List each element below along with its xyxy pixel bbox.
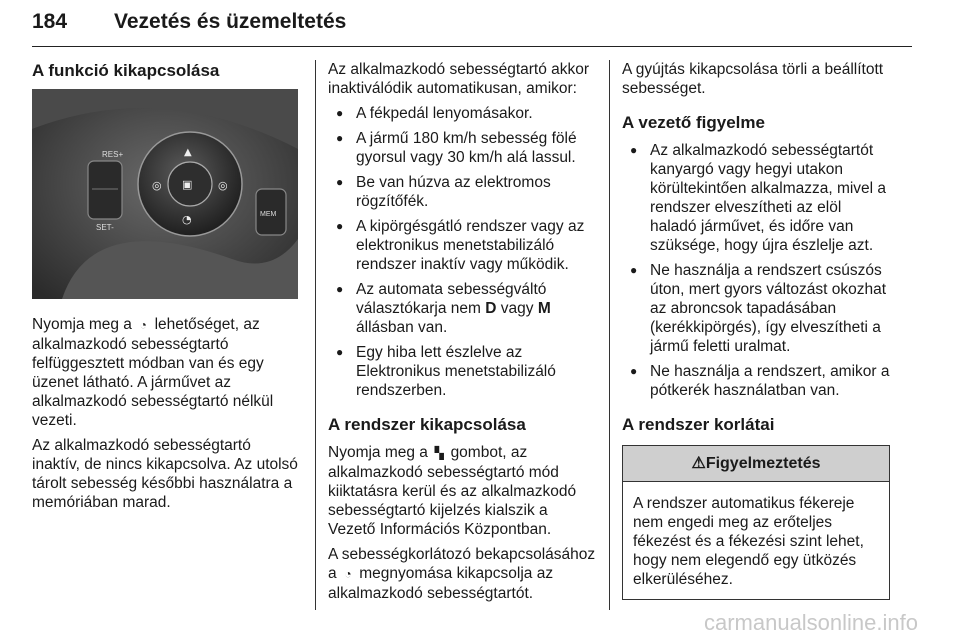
set-label: SET- [96, 223, 114, 232]
section-heading-system-limits: A rendszer korlátai [622, 415, 775, 434]
steering-wheel-illustration [32, 89, 298, 299]
svg-text:▲: ▲ [184, 147, 192, 158]
page-title: Vezetés és üzemeltetés [114, 10, 347, 33]
column-2 [328, 60, 596, 609]
warning-triangle-icon: ⚠ [691, 455, 706, 472]
list-item: ● A kipörgésgátló rendszer vagy az elektronikus menetstabilizáló rendszer inaktív vagy működik. [328, 217, 596, 274]
steering-wheel-controls-figure [32, 89, 298, 299]
list-item: ● Ne használja a rendszert csúszós úton, mert gyors változást okozhat az abroncsok tapadásában (kerékkipörgés), így elveszítheti a jármű feletti uralmat. [622, 261, 890, 356]
svg-text:◎: ◎ [152, 179, 162, 192]
list-item: ● A jármű 180 km/h sebesség fölé gyorsul vagy 30 km/h alá lassul. [328, 129, 596, 167]
svg-text:◔: ◔ [182, 213, 192, 226]
list-item: ● Egy hiba lett észlelve az Elektronikus menetstabilizáló rendszerben. [328, 343, 596, 400]
list-item: ● A fékpedál lenyomásakor. [328, 104, 596, 123]
paragraph-press-pause: Nyomja meg a ◔ lehetőséget, az alkalmazkodó sebességtartó felfüggesztett módban van és egy üzenet látható. A járművet az alkalmazkodó sebességtartó nélkül vezeti. [32, 316, 274, 429]
paragraph-speed-limiter: A sebességkorlátozó bekapcsolásához a ◔ megnyomása kikapcsolja az alkalmazkodó sebességtartót. [328, 546, 596, 602]
section-heading-driver-attention: A vezető figyelme [622, 113, 765, 132]
list-item: ● Az automata sebességváltó választókarja nem D vagy M állásban van. [328, 280, 596, 337]
paragraph-inactive-memory: Az alkalmazkodó sebességtartó inaktív, de nincs kikapcsolva. Az utolsó tárolt sebesség későbbi használatra a memóriában marad. [32, 437, 298, 511]
cruise-pause-icon: ◔ [139, 318, 147, 332]
list-item: ● Be van húzva az elektromos rögzítőfék. [328, 173, 596, 211]
warning-text: A rendszer automatikus fékereje nem engedi meg az erőteljes fékezést és a fékezési szint lehet, hogy nem elegendő egy ütközés elkerüléséhez. [633, 495, 864, 588]
paragraph-press-off: Nyomja meg a ▚ gombot, az alkalmazkodó sebességtartó mód kiiktatásra kerül és az alkalmazkodó sebességtartó kijelzés kialszik a Vezető Információs Központban. [328, 444, 577, 538]
res-label: RES+ [102, 150, 124, 159]
section-heading-function-off: A funkció kikapcsolása [32, 61, 220, 80]
warning-box [622, 445, 890, 600]
driver-attention-list [622, 141, 890, 400]
paragraph-auto-deactivate: Az alkalmazkodó sebességtartó akkor inaktiválódik automatikusan, amikor: [328, 61, 590, 97]
column-1 [32, 60, 302, 518]
cruise-off-icon: ▚ [434, 446, 444, 460]
warning-header [623, 446, 889, 482]
list-item: ● Az alkalmazkodó sebességtartót kanyargó vagy hegyi utakon körültekintően alkalmazza, mivel a rendszer elveszítheti az elöl haladó járművet, és időre van szüksége, hogy újra észlelje azt. [622, 141, 890, 255]
section-heading-system-off: A rendszer kikapcsolása [328, 415, 526, 434]
mem-label: MEM [260, 211, 277, 218]
svg-text:▣: ▣ [182, 178, 193, 191]
svg-text:◎: ◎ [218, 179, 228, 192]
speed-limiter-icon: ◔ [344, 567, 352, 581]
column-3 [622, 60, 890, 600]
list-item: ● Ne használja a rendszert, amikor a pótkerék használatban van. [622, 362, 890, 400]
page-header [32, 6, 912, 47]
column-divider-2 [609, 60, 610, 610]
column-divider-1 [315, 60, 316, 610]
deactivation-conditions-list [328, 104, 596, 400]
watermark: carmanualsonline.info [703, 610, 918, 635]
page-number: 184 [32, 10, 68, 33]
warning-title: Figyelmeztetés [705, 455, 821, 472]
paragraph-ignition-off: A gyújtás kikapcsolása törli a beállított sebességet. [622, 61, 884, 97]
